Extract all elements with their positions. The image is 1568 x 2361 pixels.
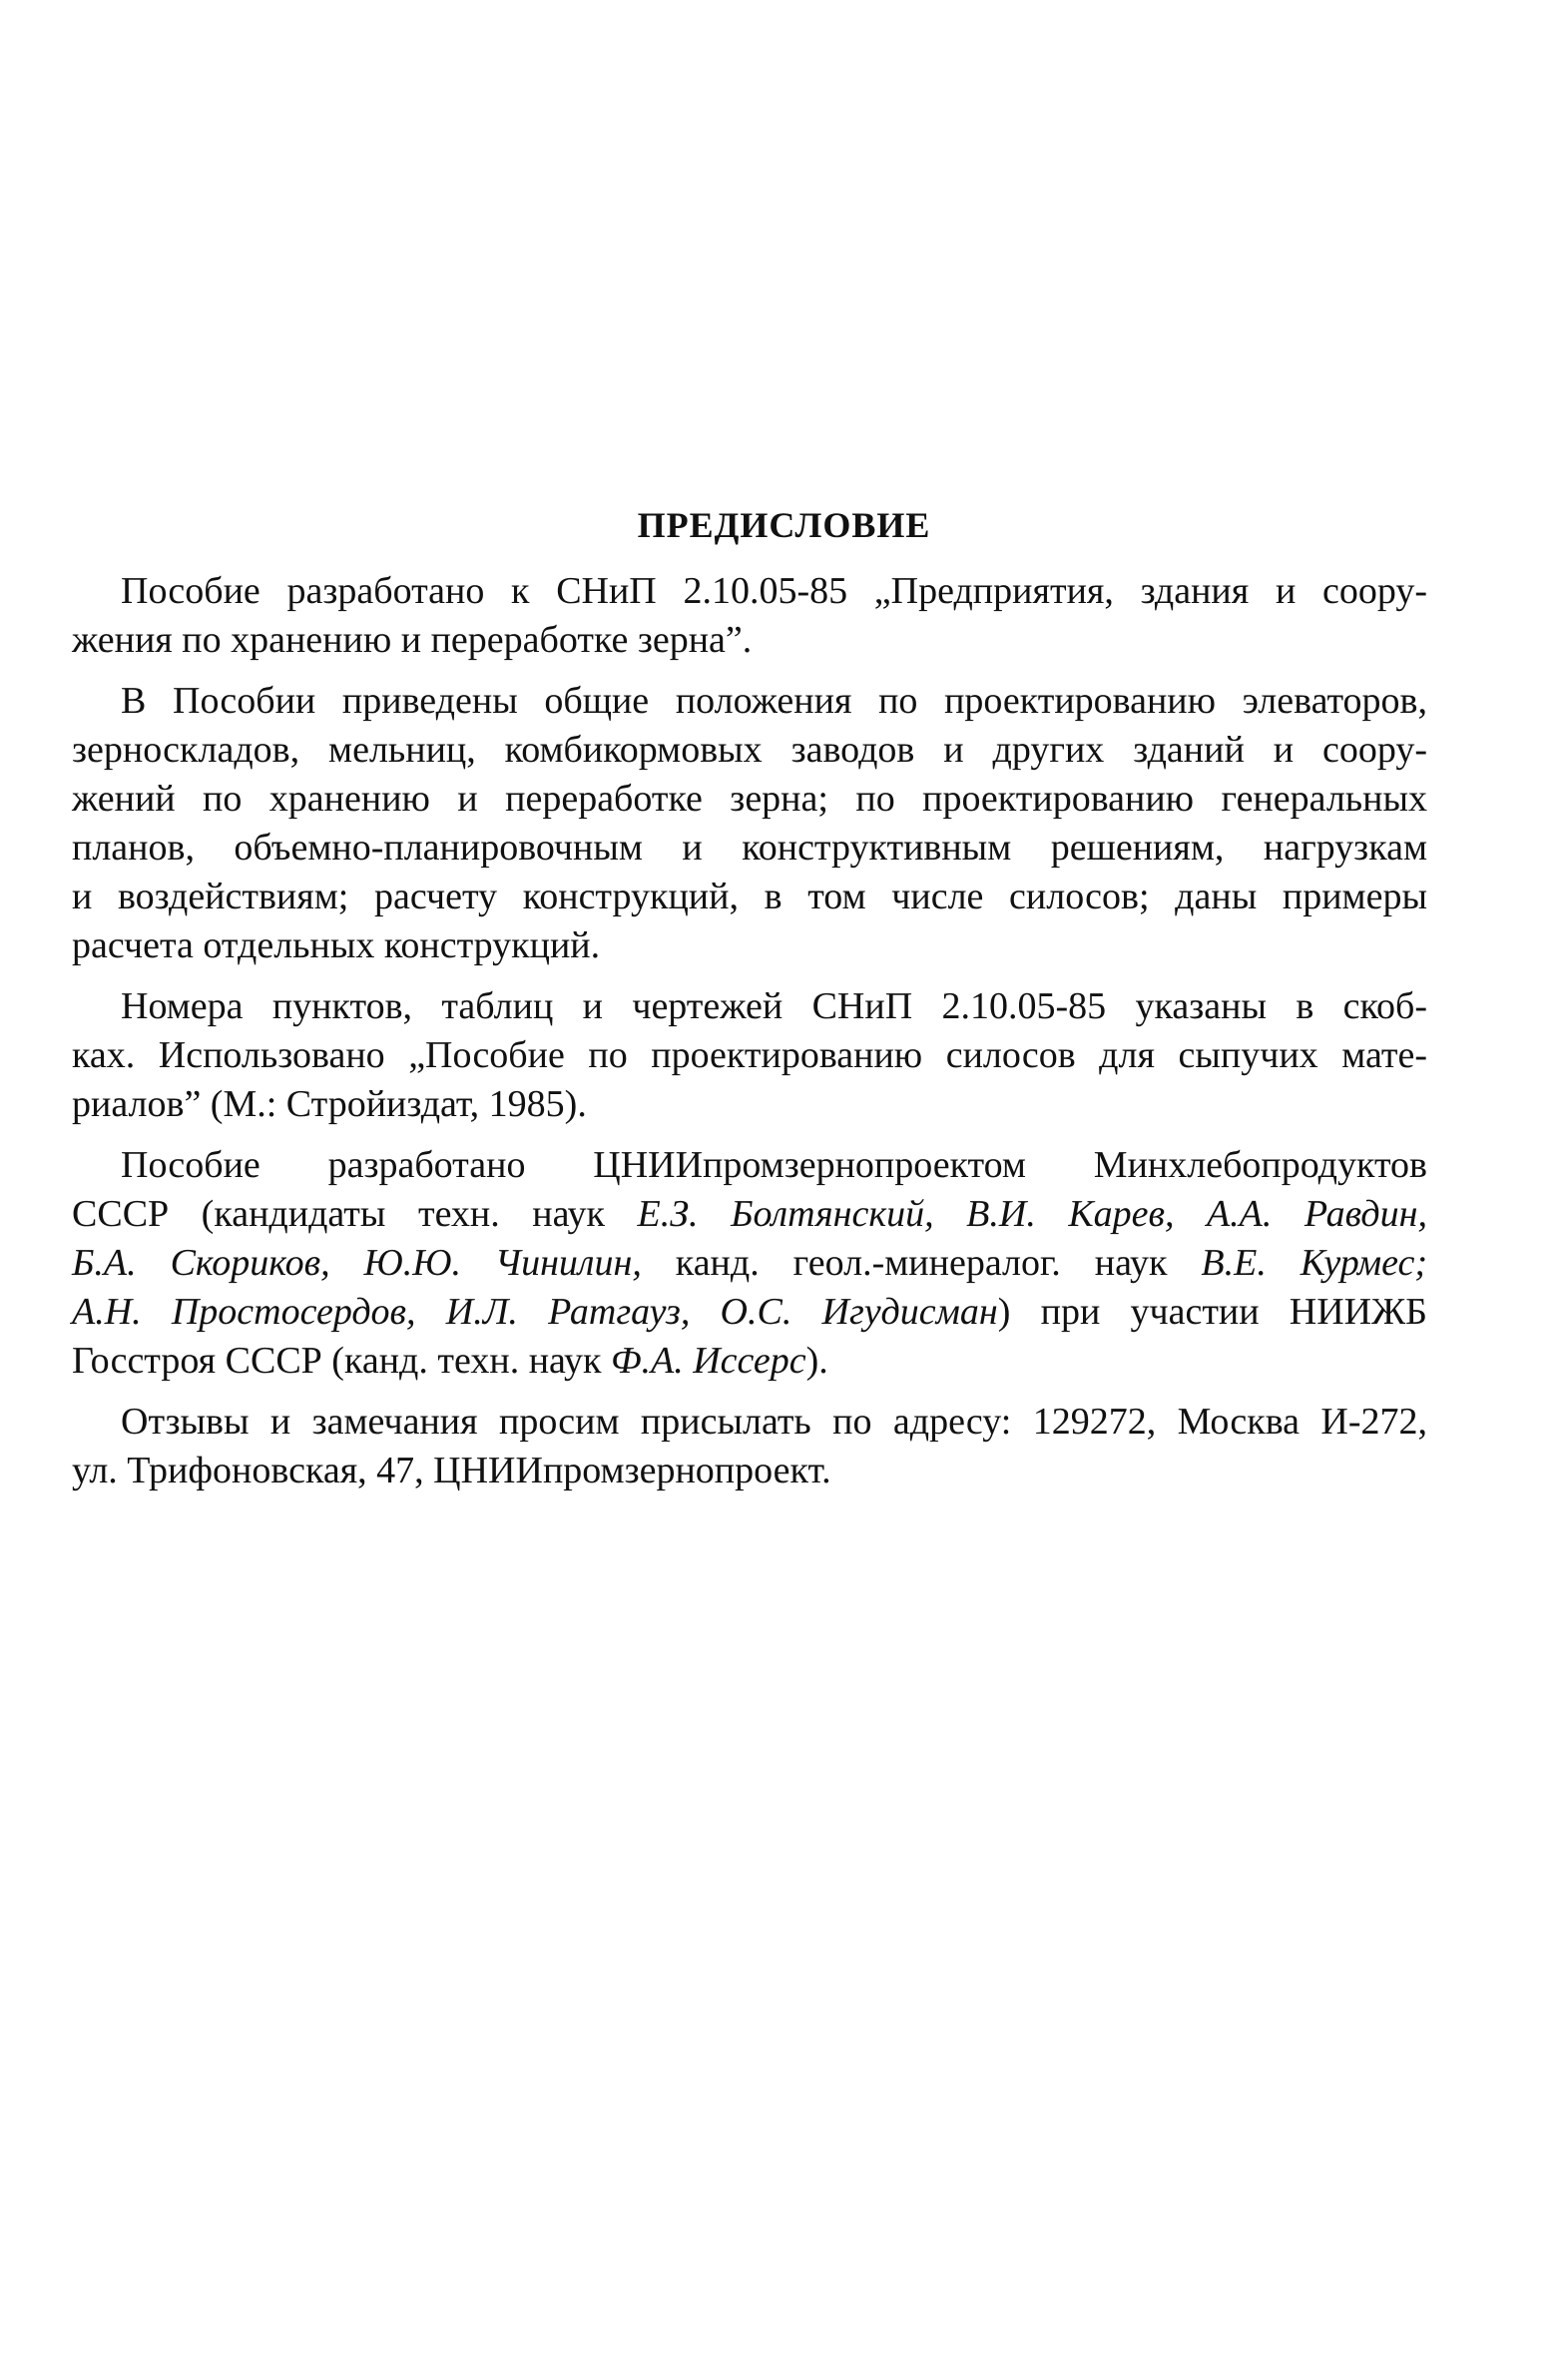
text-line: риалов” (М.: Стройиздат, 1985). — [72, 1083, 587, 1125]
text-line: В Пособии приведены общие положения по проектированию элеваторов, — [121, 680, 1427, 722]
page-title: ПРЕДИСЛОВИЕ — [637, 505, 931, 545]
text-line: расчета отдельных конструкций. — [72, 924, 601, 966]
paragraph-4 — [72, 1141, 1427, 1386]
preface-body — [72, 567, 1427, 1507]
paragraph-1 — [72, 567, 1427, 665]
text-line: Пособие разработано к СНиП 2.10.05-85 „Предприятия, здания и соору- — [121, 570, 1427, 612]
text-line — [72, 1288, 1427, 1337]
text-line — [72, 1239, 1427, 1288]
author-names: Б.А. Скориков, Ю.Ю. Чинилин, — [72, 1242, 642, 1284]
text-line: ул. Трифоновская, 47, ЦНИИпромзернопроект. — [72, 1450, 831, 1491]
author-names: Е.З. Болтянский, В.И. Карев, А.А. Равдин, — [637, 1193, 1427, 1235]
text-line — [72, 1190, 1427, 1239]
text-run: СССР (кандидаты техн. наук — [72, 1193, 638, 1235]
paragraph-3 — [72, 982, 1427, 1129]
text-line: Отзывы и замечания просим присылать по адресу: 129272, Москва И-272, — [121, 1401, 1427, 1443]
text-line: ках. Использовано „Пособие по проектированию силосов для сыпучих мате- — [72, 1034, 1427, 1076]
text-line — [72, 1337, 1427, 1386]
text-run: ). — [805, 1340, 828, 1382]
text-run: ) при участии НИИЖБ — [997, 1291, 1427, 1333]
paragraph-2 — [72, 677, 1427, 970]
text-line: планов, объемно-планировочным и конструктивным решениям, нагрузкам — [72, 827, 1427, 869]
text-run: Госстроя СССР (канд. техн. наук — [72, 1340, 611, 1382]
text-line: жения по хранению и переработке зерна”. — [72, 619, 753, 661]
text-line: зерноскладов, мельниц, комбикормовых заводов и других зданий и соору- — [72, 729, 1427, 771]
author-names: А.Н. Простосердов, И.Л. Ратгауз, О.С. Игудисман — [72, 1291, 998, 1333]
text-line: и воздействиям; расчету конструкций, в том числе силосов; даны примеры — [72, 876, 1427, 917]
text-line: жений по хранению и переработке зерна; по проектированию генеральных — [72, 778, 1427, 820]
text-run: канд. геол.-минералог. наук — [641, 1242, 1202, 1284]
author-names: Ф.А. Иссерс — [610, 1340, 806, 1382]
author-names: В.Е. Курмес; — [1201, 1242, 1427, 1284]
text-line: Номера пунктов, таблиц и чертежей СНиП 2.10.05-85 указаны в скоб- — [121, 985, 1427, 1027]
text-line: Пособие разработано ЦНИИпромзернопроектом Минхлебопродуктов — [121, 1144, 1427, 1186]
paragraph-5 — [72, 1398, 1427, 1495]
